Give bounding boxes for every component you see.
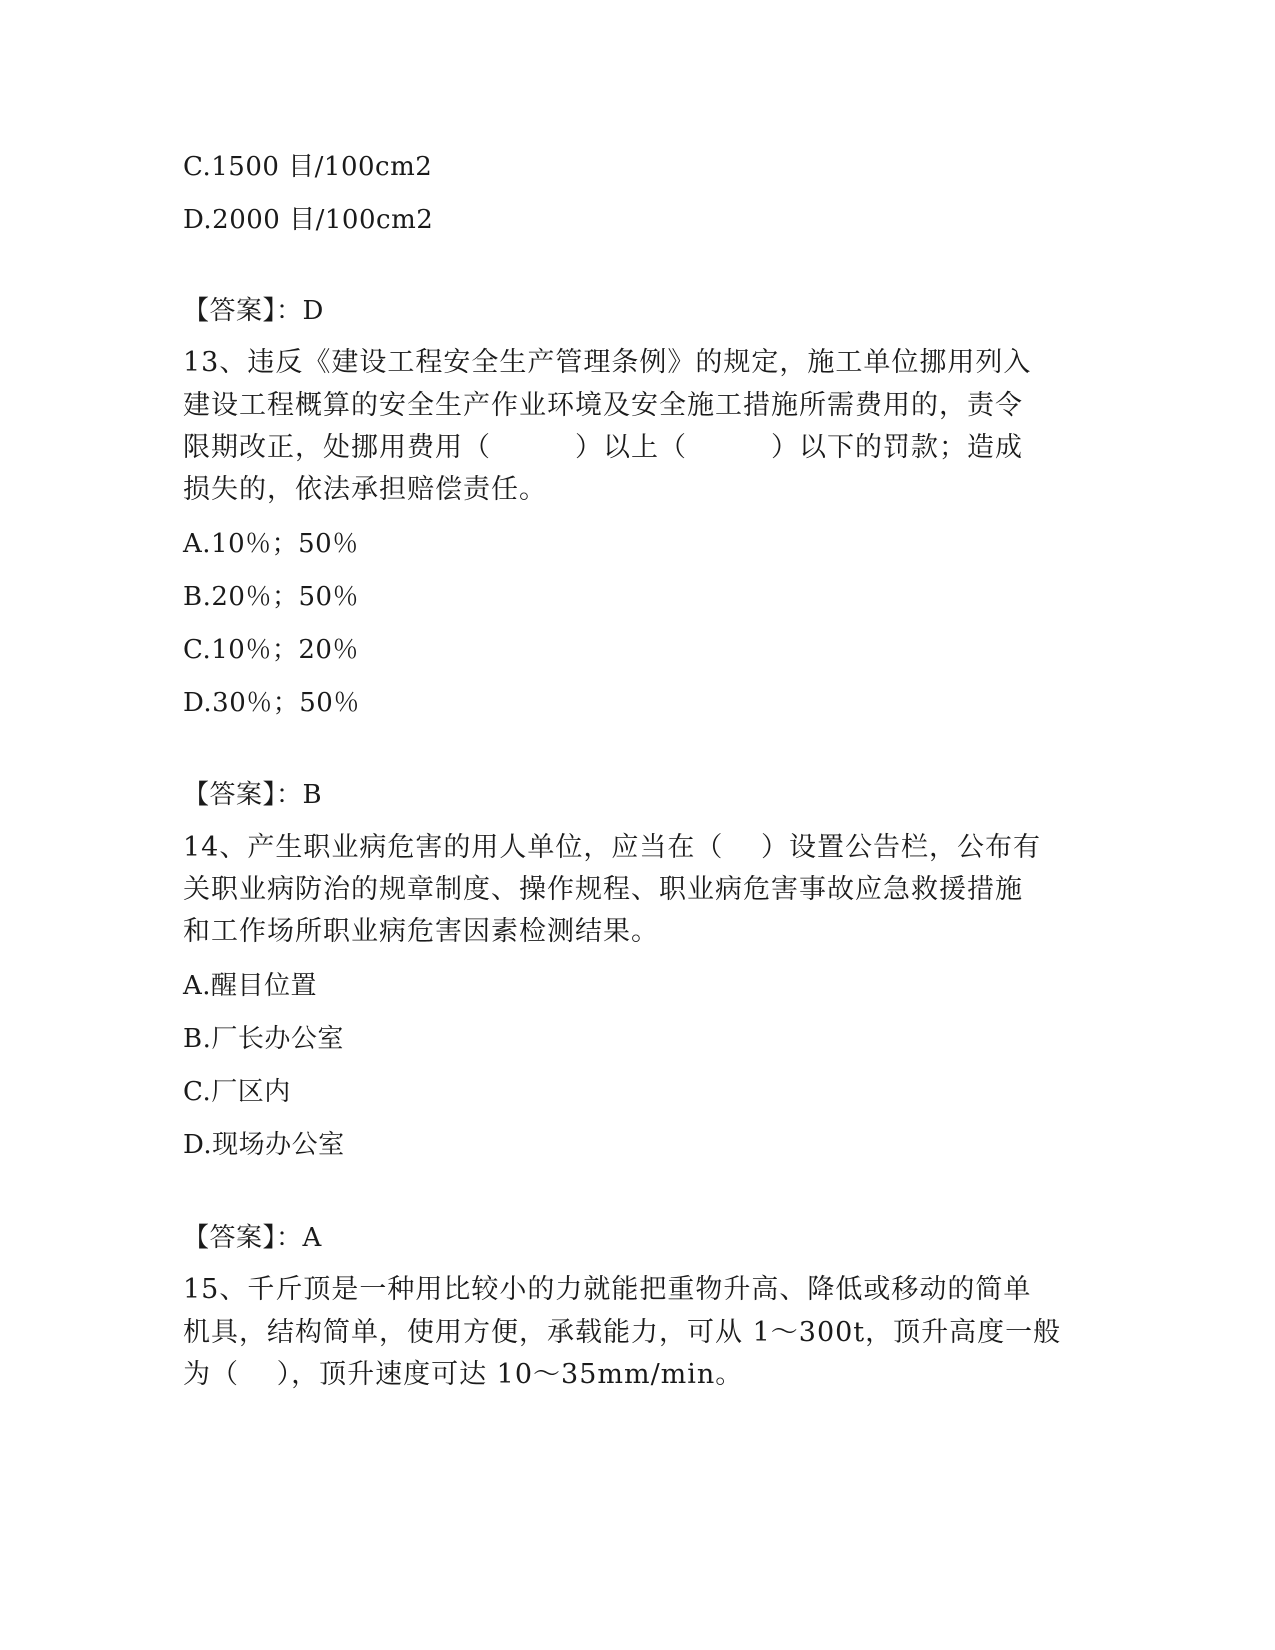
answer-label: 【答案】：A bbox=[183, 1223, 322, 1253]
question-text-line: 13、违反《建设工程安全生产管理条例》的规定，施工单位挪用列入 bbox=[183, 347, 1032, 378]
question-text-line: 机具，结构简单，使用方便，承载能力，可从 1～300t，顶升高度一般 bbox=[183, 1317, 1062, 1348]
option-d: D.现场办公室 bbox=[183, 1130, 345, 1160]
option-a: A.醒目位置 bbox=[183, 971, 318, 1001]
option-a: A.10％；50％ bbox=[183, 529, 359, 559]
question-text-line: 关职业病防治的规章制度、操作规程、职业病危害事故应急救援措施 bbox=[183, 874, 1023, 905]
answer-label: 【答案】：B bbox=[183, 780, 323, 810]
option-d: D.30％；50％ bbox=[183, 688, 360, 718]
option-c: C.1500 目/100cm2 bbox=[183, 152, 433, 182]
question-text-line: 15、千斤顶是一种用比较小的力就能把重物升高、降低或移动的简单 bbox=[183, 1274, 1032, 1305]
option-d: D.2000 目/100cm2 bbox=[183, 205, 434, 235]
question-text-line: 限期改正，处挪用费用（ ）以上（ ）以下的罚款；造成 bbox=[183, 432, 1023, 463]
question-text-line: 损失的，依法承担赔偿责任。 bbox=[183, 474, 547, 505]
question-text-line: 14、产生职业病危害的用人单位，应当在（ ）设置公告栏，公布有 bbox=[183, 832, 1041, 863]
option-c: C.厂区内 bbox=[183, 1077, 291, 1107]
answer-label: 【答案】：D bbox=[183, 296, 324, 326]
option-b: B.厂长办公室 bbox=[183, 1024, 344, 1054]
option-c: C.10％；20％ bbox=[183, 635, 359, 665]
option-b: B.20％；50％ bbox=[183, 582, 360, 612]
question-text-line: 和工作场所职业病危害因素检测结果。 bbox=[183, 916, 659, 947]
question-text-line: 建设工程概算的安全生产作业环境及安全施工措施所需费用的，责令 bbox=[183, 390, 1023, 421]
question-text-line: 为（ ），顶升速度可达 10～35mm/min。 bbox=[183, 1359, 744, 1390]
